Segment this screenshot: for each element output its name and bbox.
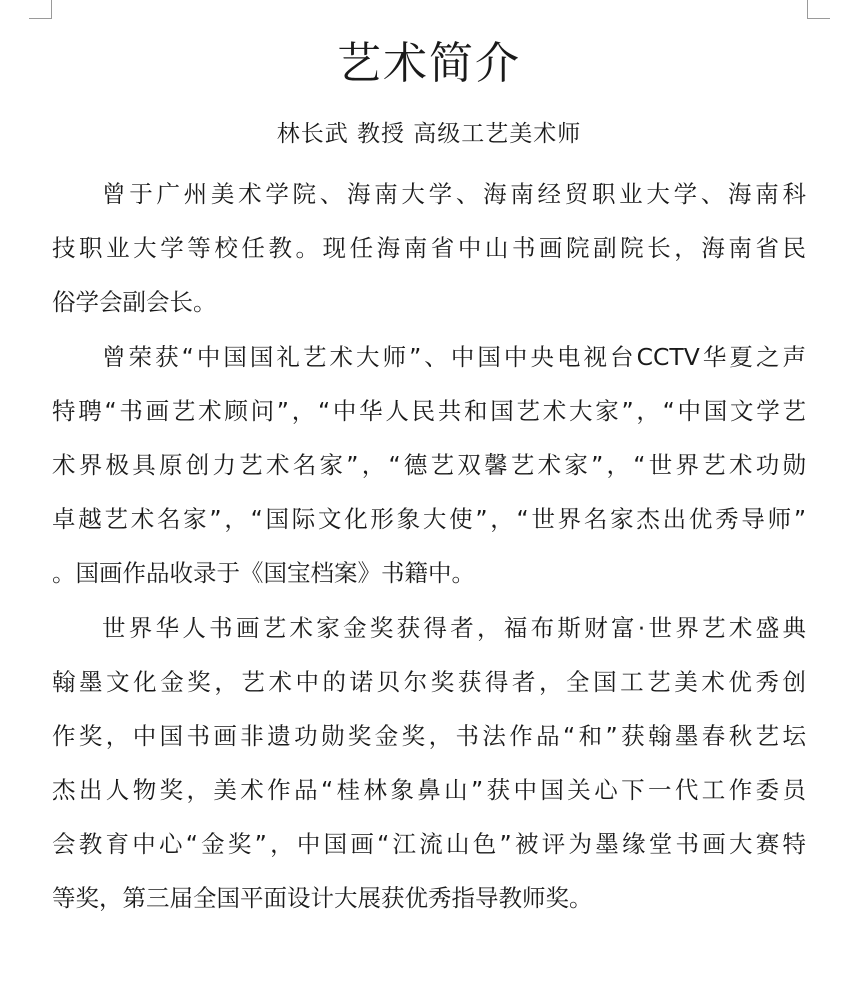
paragraph-3-line-4: 杰出人物奖，美术作品“桂林象鼻山”获中国关心下一代工作委员 xyxy=(52,776,806,805)
paragraph-2-line-4: 卓越艺术名家”，“国际文化形象大使”，“世界名家杰出优秀导师” xyxy=(52,505,806,534)
paragraph-2-line-3: 术界极具原创力艺术名家”，“德艺双馨艺术家”，“世界艺术功勋 xyxy=(52,450,806,479)
paragraph-2-line-1: 曾荣获“中国国礼艺术大师”、中国中央电视台CCTV华夏之声 xyxy=(102,342,806,371)
paragraph-2-line-5: 。国画作品收录于《国宝档案》书籍中。 xyxy=(52,559,475,588)
page-title: 艺术简介 xyxy=(337,38,521,89)
paragraph-3-line-5: 会教育中心“金奖”，中国画“江流山色”被评为墨缘堂书画大赛特 xyxy=(52,830,806,859)
document-body xyxy=(52,174,806,933)
paragraph-3-line-1: 世界华人书画艺术家金奖获得者，福布斯财富·世界艺术盛典 xyxy=(102,613,806,642)
paragraph-3-line-6: 等奖，第三届全国平面设计大展获优秀指导教师奖。 xyxy=(52,884,593,913)
page-corner-mark-right xyxy=(807,0,830,19)
paragraph-2-line-2: 特聘“书画艺术顾问”，“中华人民共和国艺术大家”，“中国文学艺 xyxy=(52,396,806,425)
paragraph-1-line-1: 曾于广州美术学院、海南大学、海南经贸职业大学、海南科 xyxy=(102,180,806,208)
paragraph-3-line-3: 作奖，中国书画非遗功勋奖金奖，书法作品“和”获翰墨春秋艺坛 xyxy=(52,721,806,750)
paragraph-1-line-2: 技职业大学等校任教。现任海南省中山书画院副院长，海南省民 xyxy=(52,234,806,263)
paragraph-1-line-3: 俗学会副会长。 xyxy=(52,288,217,317)
page-corner-mark-left xyxy=(29,0,52,19)
author-line: 林长武 教授 高级工艺美术师 xyxy=(276,121,582,147)
paragraph-3-line-2: 翰墨文化金奖，艺术中的诺贝尔奖获得者，全国工艺美术优秀创 xyxy=(52,667,806,696)
